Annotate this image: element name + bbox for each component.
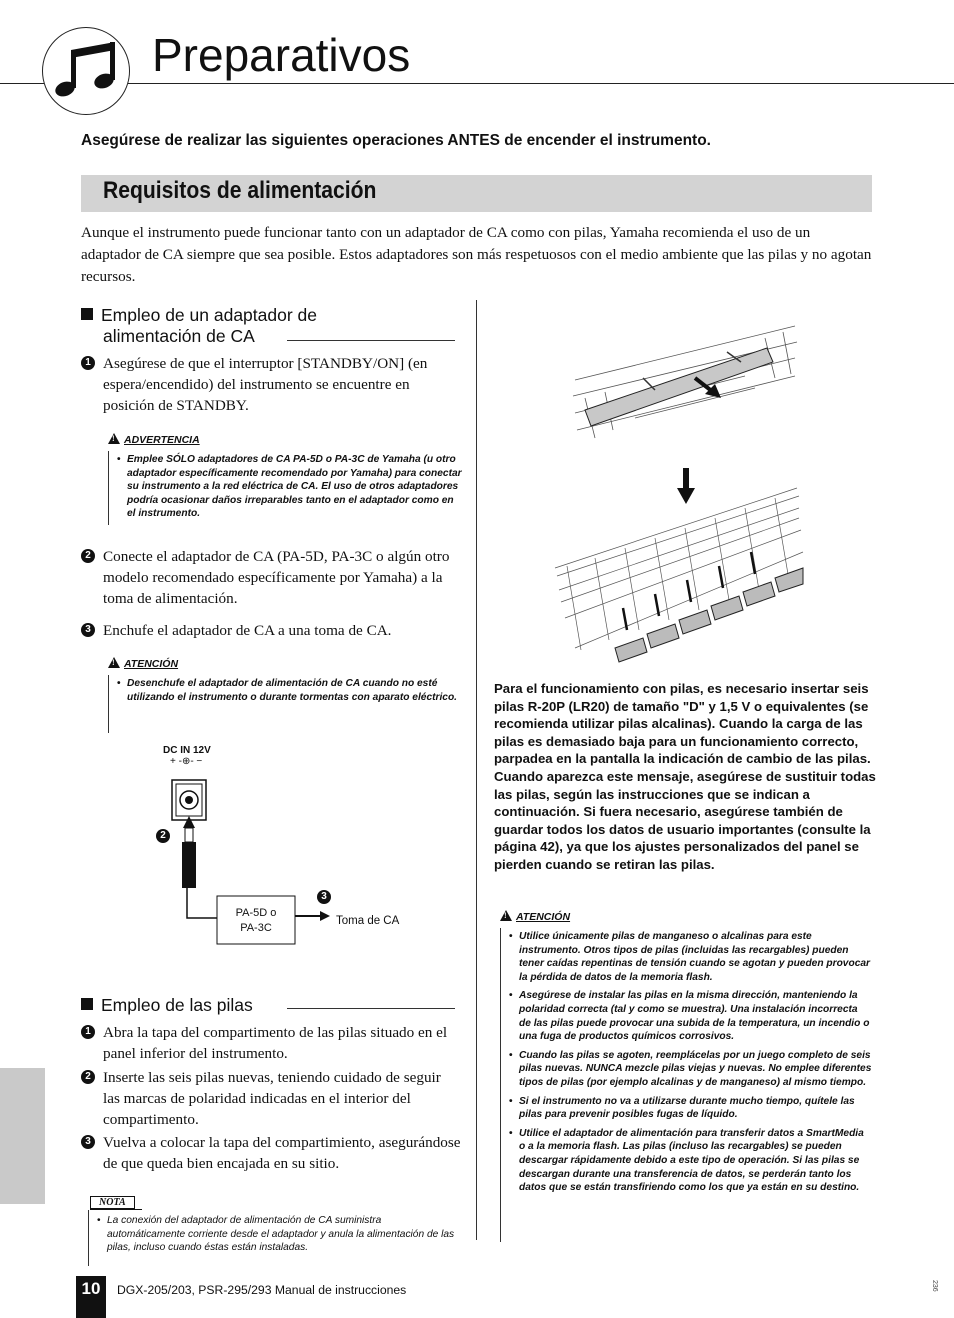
caution-bullet: • Utilice únicamente pilas de manganeso o alcalinas para este instrumento. Otros tipos de pilas (incluidas las recargables) pueden tener caídas repentinas de tensión cuando se agotan y pueden provocar la pérdida de datos de la memoria flash. xyxy=(509,930,872,984)
battery-step-2 xyxy=(81,1067,461,1130)
step-number-3: 3 xyxy=(81,1135,95,1149)
warning-block xyxy=(108,430,463,525)
square-bullet-icon xyxy=(81,998,93,1010)
adapter-model-label xyxy=(217,906,295,936)
adapter-step-3 xyxy=(81,620,461,641)
section-side-tab xyxy=(0,1068,45,1204)
battery-step-3 xyxy=(81,1132,461,1174)
title-rule xyxy=(0,83,954,84)
adapter-model-line2: PA-3C xyxy=(240,922,272,934)
adapter-step-1 xyxy=(81,353,461,416)
intro-paragraph: Aunque el instrumento puede funcionar tanto con un adaptador de CA como con pilas, Yamaha recomienda el uso de un adaptador de CA siempre que sea posible. Estos adaptadores son más respetuosos con el medio ambiente que las pilas y no agotan recursos. xyxy=(81,224,872,285)
battery-caution-block xyxy=(500,907,872,1242)
music-note-icon xyxy=(42,27,130,115)
adapter-step-2 xyxy=(81,546,461,609)
warning-icon xyxy=(108,433,120,444)
caution-bullet: • Cuando las pilas se agoten, reemplácelas por un juego completo de seis pilas nuevas. NUNCA mezcle pilas viejas y nuevas. No emplee diferentes tipos de pilas (por ejemplo alcalinas y de manganeso) al mismo tiempo. xyxy=(509,1049,872,1090)
column-divider xyxy=(476,300,477,1240)
square-bullet-icon xyxy=(81,308,93,320)
batteries-heading-text: Empleo de las pilas xyxy=(101,995,253,1015)
battery-info-paragraph: Para el funcionamiento con pilas, es necesario insertar seis pilas R-20P (LR20) de tamaño "D" y 1,5 V o equivalentes (se recomienda utilizar pilas alcalinas). Cuando la carga de las pilas es demasiado baja para un funcionamiento correcto, parpadea en la pantalla la indicación de cambio de las pilas. Cuando aparezca este mensaje, asegúrese de sustituir todas las pilas, según las instrucciones que se indican a continuación. Si fuera necesario, asegúrese también de guardar todos los datos de usuario importantes (consulte la página 42), ya que los ajustes personalizados del panel se pierden cuando se retiran las pilas. xyxy=(494,681,876,872)
polarity-symbol: + -⊕- − xyxy=(170,756,203,767)
page-title: Preparativos xyxy=(152,29,411,81)
adapter-heading-line2: alimentación de CA xyxy=(103,326,255,346)
adapter-step-3-text: Enchufe el adaptador de CA a una toma de CA. xyxy=(103,622,392,639)
step-number-2: 2 xyxy=(81,549,95,563)
callout-2: 2 xyxy=(156,829,170,843)
note-block xyxy=(88,1192,458,1266)
page-code: 236 xyxy=(931,1280,938,1292)
battery-caution-label: ATENCIÓN xyxy=(516,911,571,923)
battery-step-1-text: Abra la tapa del compartimento de las pilas situado en el panel inferior del instrumento. xyxy=(103,1024,448,1062)
adapter-step-1-text: Asegúrese de que el interruptor [STANDBY/ON] (en espera/encendido) del instrumento se encuentre en posición de STANDBY. xyxy=(103,355,428,414)
caution-icon xyxy=(108,657,120,668)
adapter-heading-line1: Empleo de un adaptador de xyxy=(101,305,317,325)
note-rule xyxy=(90,1209,142,1210)
manual-title: DGX-205/203, PSR-295/293 Manual de instrucciones xyxy=(117,1283,407,1297)
warning-text: • Emplee SÓLO adaptadores de CA PA-5D o PA-3C de Yamaha (u otro adaptador específicamente recomendado por Yamaha) para conectar su instrumento a la red eléctrica de CA. El uso de otros adaptadores podría ocasionar daños irreparables tanto en el adaptador como en el instrumento. xyxy=(117,453,463,521)
caution-label: ATENCIÓN xyxy=(124,658,179,670)
outlet-label: Toma de CA xyxy=(336,915,400,927)
heading-rule xyxy=(287,1008,455,1009)
section-title: Requisitos de alimentación xyxy=(103,177,377,204)
note-text: • La conexión del adaptador de alimentación de CA suministra automáticamente corriente desde el adaptador y anula la alimentación de las pilas, incluso cuando éstas están instaladas. xyxy=(97,1214,458,1255)
battery-step-1 xyxy=(81,1022,461,1064)
dc-in-label: DC IN 12V xyxy=(163,745,211,756)
callout-3: 3 xyxy=(317,890,331,904)
caution-bullet: • Asegúrese de instalar las pilas en la misma dirección, manteniendo la polaridad correcta (tal y como se muestra). Una instalación incorrecta de las pilas puede provocar una subida de la temperatura, un incendio o una fuga de productos químicos corrosivos. xyxy=(509,989,872,1043)
adapter-model-line1: PA-5D o xyxy=(235,907,277,919)
caution-text: • Desenchufe el adaptador de alimentación de CA cuando no esté utilizando el instrumento o durante tormentas con aparato eléctrico. xyxy=(117,677,463,704)
page-number: 10 xyxy=(76,1276,106,1318)
step-number-1: 1 xyxy=(81,1025,95,1039)
intro-instruction: Asegúrese de realizar las siguientes operaciones ANTES de encender el instrumento. xyxy=(81,132,711,149)
battery-step-2-text: Inserte las seis pilas nuevas, teniendo cuidado de seguir las marcas de polaridad indicadas en el interior del compartimento. xyxy=(103,1069,441,1128)
step-number-2: 2 xyxy=(81,1070,95,1084)
adapter-step-2-text: Conecte el adaptador de CA (PA-5D, PA-3C o algún otro modelo recomendado específicamente por Yamaha) a la toma de alimentación. xyxy=(103,548,450,607)
step-number-3: 3 xyxy=(81,623,95,637)
battery-compartment-illustration xyxy=(545,318,805,668)
caution-bullet: • Si el instrumento no va a utilizarse durante mucho tiempo, quítele las pilas para prevenir posibles fugas de líquido. xyxy=(509,1095,872,1122)
batteries-heading xyxy=(81,995,253,1016)
heading-rule xyxy=(287,340,455,341)
step-number-1: 1 xyxy=(81,356,95,370)
battery-step-3-text: Vuelva a colocar la tapa del compartimiento, asegurándose de que queda bien encajada en su sitio. xyxy=(103,1134,461,1172)
caution-bullet: • Utilice el adaptador de alimentación para transferir datos a SmartMedia o a la memoria flash. Las pilas (incluso las recargables) se pueden descargar rápidamente debido a este tipo de operación. Si las pilas se descargan durante una transferencia de datos, se perderán tanto los datos que se están transfiriendo como los que ya están en su destino. xyxy=(509,1127,872,1195)
warning-label: ADVERTENCIA xyxy=(124,434,200,446)
caution-icon xyxy=(500,910,512,921)
note-label: NOTA xyxy=(90,1196,135,1209)
caution-block xyxy=(108,654,463,733)
